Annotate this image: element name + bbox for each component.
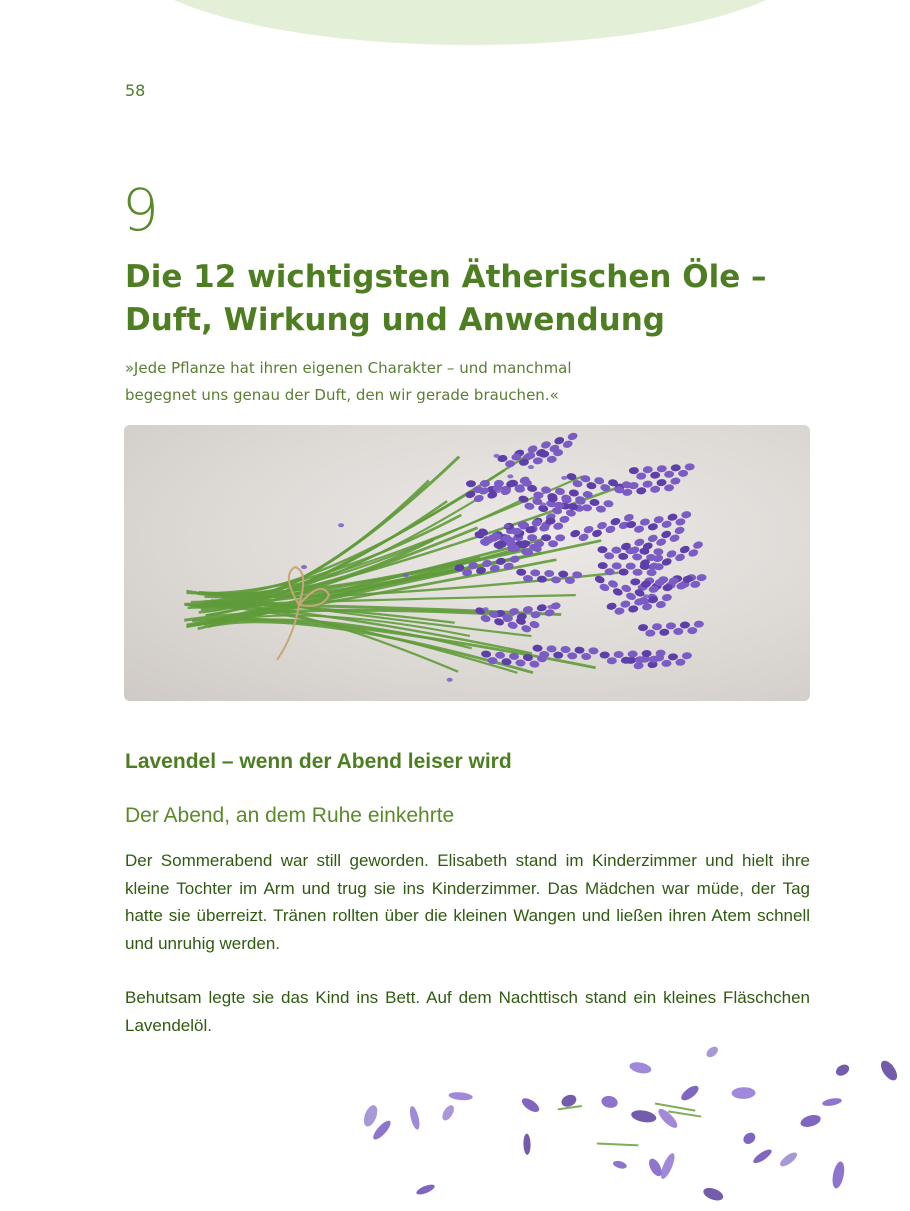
lavender-petal xyxy=(741,1130,757,1146)
lavender-petal xyxy=(523,1134,531,1155)
chapter-title-line-1: Die 12 wichtigsten Ätherischen Öle – xyxy=(125,259,767,295)
lavender-petal xyxy=(705,1045,720,1060)
chapter-title-line-2: Duft, Wirkung und Anwendung xyxy=(125,302,665,338)
chapter-quote xyxy=(125,355,685,409)
lavender-flower-head xyxy=(569,513,636,544)
loose-blossom xyxy=(540,503,546,507)
lavender-petal xyxy=(702,1185,725,1202)
lavender-petal xyxy=(520,1096,542,1115)
loose-blossom xyxy=(643,594,649,598)
chapter-quote-line-2: begegnet uns genau der Duft, den wir gerade brauchen.« xyxy=(125,386,559,404)
lavender-petal xyxy=(679,1083,701,1103)
lavender-petal xyxy=(658,1152,677,1181)
lavender-petal xyxy=(799,1113,822,1129)
lavender-petal xyxy=(656,1106,680,1130)
lavender-petal xyxy=(371,1118,394,1142)
loose-blossom xyxy=(495,489,501,493)
lavender-petal xyxy=(834,1062,851,1078)
loose-blossom xyxy=(483,607,489,611)
lavender-petal xyxy=(440,1103,456,1122)
loose-blossom xyxy=(547,605,553,609)
loose-blossom xyxy=(528,465,534,469)
lavender-bouquet-image xyxy=(124,425,810,701)
lavender-petal xyxy=(408,1105,421,1130)
lavender-petal xyxy=(831,1160,847,1189)
loose-blossom xyxy=(504,524,510,528)
loose-blossom xyxy=(561,476,567,480)
section-heading: Lavendel – wenn der Abend leiser wird xyxy=(125,750,512,773)
lavender-petals-decoration xyxy=(340,1020,910,1211)
lavender-flower-head xyxy=(638,620,705,637)
chapter-title xyxy=(125,256,825,342)
loose-blossom xyxy=(494,454,500,458)
petal-stem-fragment xyxy=(668,1111,701,1116)
lavender-petal xyxy=(612,1160,627,1170)
top-decorative-arc xyxy=(125,0,815,45)
lavender-petal xyxy=(415,1183,436,1197)
page-number: 58 xyxy=(125,81,146,100)
lavender-flower-head xyxy=(629,463,696,480)
lavender-petal xyxy=(731,1087,755,1099)
lavender-petal xyxy=(822,1097,843,1107)
loose-blossom xyxy=(301,565,307,569)
lavender-petal xyxy=(778,1150,799,1169)
section-subheading: Der Abend, an dem Ruhe einkehrte xyxy=(125,804,455,827)
lavender-petal xyxy=(448,1091,473,1101)
body-paragraph-2: Behutsam legte sie das Kind ins Bett. Auf dem Nachttisch stand ein kleines Fläschchen Lavendelöl. xyxy=(125,988,810,1035)
loose-blossom xyxy=(403,573,409,577)
petal-stem-fragment xyxy=(558,1106,582,1109)
petal-stem-fragment xyxy=(597,1143,638,1145)
lavender-petal xyxy=(878,1058,900,1083)
loose-blossom xyxy=(447,678,453,682)
lavender-petal xyxy=(628,1060,652,1075)
lavender-petal xyxy=(630,1108,657,1124)
loose-blossom xyxy=(507,474,513,478)
chapter-number: 9 xyxy=(122,176,159,244)
loose-blossom xyxy=(338,523,344,527)
lavender-flower-head xyxy=(597,546,663,561)
lavender-petal xyxy=(600,1095,618,1110)
lavender-bouquet-illustration xyxy=(124,425,810,701)
lavender-petal xyxy=(361,1103,380,1128)
lavender-petal xyxy=(751,1147,773,1165)
body-paragraph-1: Der Sommerabend war still geworden. Elisabeth stand im Kinderzimmer und hielt ihre kleine Tochter im Arm und trug sie ins Kinderzimmer. Das Mädchen war müde, der Tag hatte sie überreizt. Tränen rollten über die kleinen Wangen und ließen ihren Atem schnell und unruhig werden. xyxy=(125,851,810,953)
lavender-flower-head xyxy=(606,593,673,616)
chapter-quote-line-1: »Jede Pflanze hat ihren eigenen Charakter – und manchmal xyxy=(125,359,572,377)
